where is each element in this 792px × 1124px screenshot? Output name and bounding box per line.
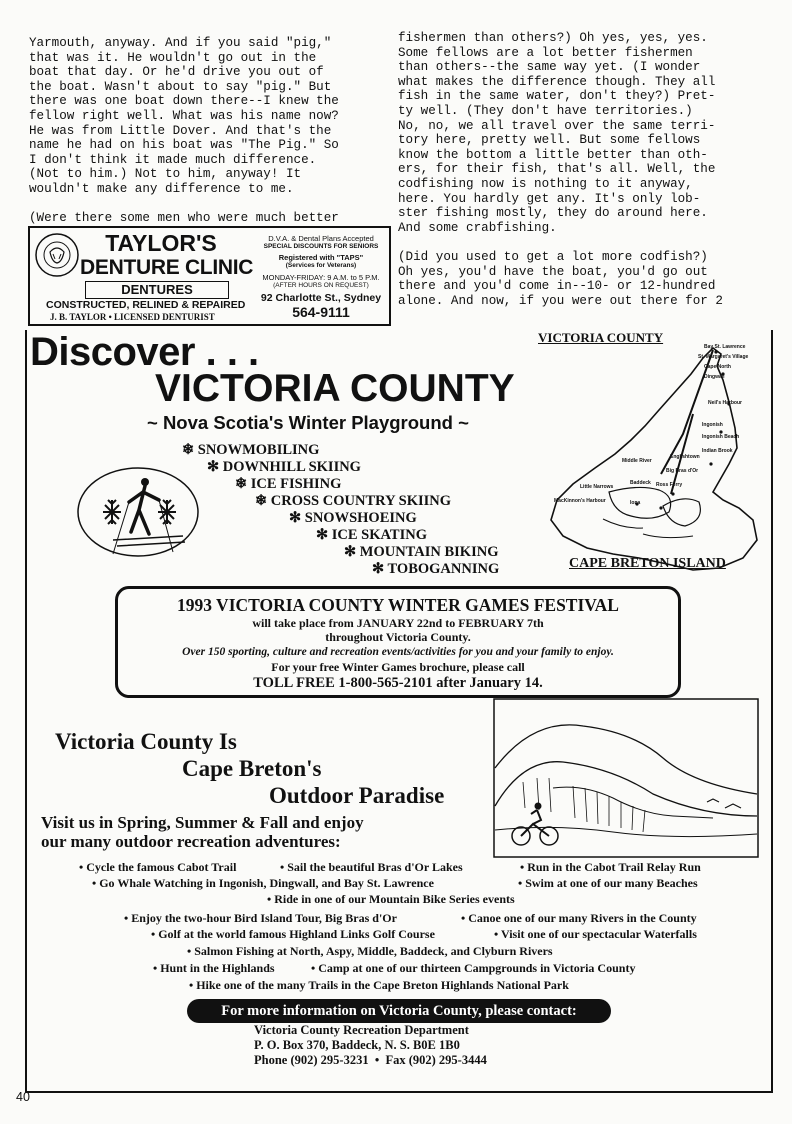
article-line: (Were there some men who were much better xyxy=(29,211,339,226)
activity-item: ✻ DOWNHILL SKIING xyxy=(207,459,361,475)
winter-games-festival-box xyxy=(115,586,681,698)
visit-line2: our many outdoor recreation adventures: xyxy=(41,832,341,851)
winter-playground-subtitle: ~ Nova Scotia's Winter Playground ~ xyxy=(147,412,469,433)
victoria-county-map xyxy=(543,344,771,574)
article-line: And some crabfishing. xyxy=(398,220,557,235)
activity-item: ❄ CROSS COUNTRY SKIING xyxy=(255,493,452,509)
article-line: name he had on his boat was "The Pig." So xyxy=(29,138,339,153)
adventure-item: • Enjoy the two-hour Bird Island Tour, Big Bras d'Or xyxy=(124,911,397,925)
denture-clinic-ad xyxy=(28,226,391,326)
cyclist-landscape-illustration xyxy=(493,698,759,858)
map-place-label: Ingonish Beach xyxy=(702,434,740,440)
map-place-label: Cape North xyxy=(704,364,731,370)
article-line: tory here, pretty well. But some fellows xyxy=(398,133,701,148)
map-place-label: St. Margaret's Village xyxy=(698,354,749,360)
adventure-item: • Swim at one of our many Beaches xyxy=(518,876,698,890)
map-place-label: Big Bras d'Or xyxy=(666,468,699,474)
article-line: know the bottom a little better than oth- xyxy=(398,147,708,162)
article-left-column xyxy=(29,36,374,226)
visit-line1: Visit us in Spring, Summer & Fall and enjoy xyxy=(41,813,364,832)
map-place-label: Ingonish xyxy=(702,422,723,428)
adventure-item: • Cycle the famous Cabot Trail xyxy=(79,860,237,874)
adventure-item: • Golf at the world famous Highland Links Golf Course xyxy=(151,927,435,941)
article-line: He was from Little Dover. And that's the xyxy=(29,123,332,138)
map-place-label: Ross Ferry xyxy=(656,482,683,488)
veterans-services: (Services for Veterans) xyxy=(285,262,357,269)
festival-phone: TOLL FREE 1-800-565-2101 after January 14. xyxy=(253,675,543,691)
map-place-label: Neil's Harbour xyxy=(708,400,742,406)
dentures-label: DENTURES xyxy=(85,281,229,299)
map-place-label: Indian Brook xyxy=(702,448,733,454)
contact-department: Victoria County Recreation Department xyxy=(254,1023,469,1037)
article-line: ers, for their fish, that's all. Well, the xyxy=(398,162,716,177)
adventure-item: • Canoe one of our many Rivers in the County xyxy=(461,911,697,925)
activity-item: ❄ ICE FISHING xyxy=(235,476,342,492)
map-title: VICTORIA COUNTY xyxy=(538,330,664,345)
article-line: ster fishing mostly, they do around here. xyxy=(398,206,708,221)
victoria-county-ad xyxy=(25,330,773,1093)
article-line: fellow right well. What was his name now? xyxy=(29,108,339,123)
article-line: that was it. He wouldn't go out in the xyxy=(29,50,317,65)
clinic-owner: J. B. TAYLOR • LICENSED DENTURIST xyxy=(50,312,215,322)
plans-accepted: D.V.A. & Dental Plans Accepted xyxy=(268,234,374,243)
skier-snowflake-emblem xyxy=(73,460,203,560)
article-line: fish in the same water, don't they?) Pret- xyxy=(398,89,716,104)
article-line: fishermen than others?) Oh yes, yes, yes. xyxy=(398,31,708,45)
adventure-item: • Camp at one of our thirteen Campgrounds in Victoria County xyxy=(311,961,636,975)
festival-dates: will take place from JANUARY 22nd to FEBRUARY 7th xyxy=(252,616,544,630)
article-line: alone. And now, if you were out there for 2 xyxy=(398,293,723,308)
contact-phone-fax: Phone (902) 295-3231 • Fax (902) 295-3444 xyxy=(254,1053,487,1067)
article-line: Some fellows are a lot better fishermen xyxy=(398,45,693,60)
article-line: wouldn't make any difference to me. xyxy=(29,181,294,196)
activity-item: ✻ SNOWSHOEING xyxy=(289,510,417,526)
article-line: ty well. (They don't have territories.) xyxy=(398,103,693,118)
clinic-hours: MONDAY-FRIDAY: 9 A.M. to 5 P.M. xyxy=(262,273,380,282)
clinic-phone: 564-9111 xyxy=(292,304,350,320)
article-line: No, no, we all travel over the same terri- xyxy=(398,118,716,133)
festival-brochure: For your free Winter Games brochure, please call xyxy=(271,660,525,674)
article-line: (Not to him.) Not to him, anyway! It xyxy=(29,167,302,182)
adventure-item: • Run in the Cabot Trail Relay Run xyxy=(520,860,701,874)
clinic-address: 92 Charlotte St., Sydney xyxy=(260,292,382,304)
activity-item: ✻ MOUNTAIN BIKING xyxy=(344,544,499,560)
adventure-item: • Go Whale Watching in Ingonish, Dingwall, and Bay St. Lawrence xyxy=(92,876,434,890)
article-line: the boat. Wasn't about to say "pig." But xyxy=(29,79,332,94)
festival-location: throughout Victoria County. xyxy=(325,630,471,644)
clinic-name-line2: DENTURE CLINIC xyxy=(80,256,254,279)
activity-item: ❄ SNOWMOBILING xyxy=(182,442,320,458)
clinic-info-block xyxy=(256,234,386,320)
contact-address: P. O. Box 370, Baddeck, N. S. B0E 1B0 xyxy=(254,1038,460,1052)
map-place-label: Little Narrows xyxy=(580,484,614,490)
clinic-services: CONSTRUCTED, RELINED & REPAIRED xyxy=(46,299,246,311)
article-line: what makes the difference though. They all xyxy=(398,74,716,89)
festival-events: Over 150 sporting, culture and recreation events/activities for you and your family to enjoy. xyxy=(182,646,614,658)
page-number: 40 xyxy=(16,1090,30,1104)
adventure-item: • Sail the beautiful Bras d'Or Lakes xyxy=(280,860,463,874)
adventure-item: • Ride in one of our Mountain Bike Series events xyxy=(267,892,515,906)
denturist-seal-icon xyxy=(34,232,80,278)
paradise-line1: Victoria County Is xyxy=(55,729,237,754)
article-line: there was one boat down there--I knew the xyxy=(29,94,339,109)
map-place-label: MacKinnon's Harbour xyxy=(554,498,606,504)
article-line: I don't think it made much difference. xyxy=(29,152,317,167)
article-line: boat that day. Or he'd drive you out of xyxy=(29,65,324,80)
after-hours: (AFTER HOURS ON REQUEST) xyxy=(273,282,369,289)
map-place-label: Englishtown xyxy=(670,454,700,460)
map-place-label: Baddeck xyxy=(630,480,651,486)
article-line xyxy=(398,235,758,250)
taps-registered: Registered with "TAPS" xyxy=(278,253,364,262)
clinic-name-line1: TAYLOR'S xyxy=(105,230,217,256)
senior-discounts: SPECIAL DISCOUNTS FOR SENIORS xyxy=(263,243,379,250)
adventure-item: • Salmon Fishing at North, Aspy, Middle, Baddeck, and Clyburn Rivers xyxy=(187,944,553,958)
adventure-item: • Hike one of the many Trails in the Cape Breton Highlands National Park xyxy=(189,978,569,992)
paradise-line3: Outdoor Paradise xyxy=(269,783,445,808)
contact-banner: For more information on Victoria County, please contact: xyxy=(187,999,611,1023)
cape-breton-label: CAPE BRETON ISLAND xyxy=(569,556,726,571)
article-right-column xyxy=(398,31,758,308)
article-line: codfishing now is nothing to it anyway, xyxy=(398,176,693,191)
activity-item: ✻ TOBOGANNING xyxy=(372,561,500,577)
adventure-item: • Visit one of our spectacular Waterfalls xyxy=(494,927,697,941)
adventure-item: • Hunt in the Highlands xyxy=(153,961,275,975)
county-title: VICTORIA COUNTY xyxy=(155,367,515,410)
article-line: there and you'd come in--10- or 12-hundred xyxy=(398,279,716,294)
festival-title: 1993 VICTORIA COUNTY WINTER GAMES FESTIVAL xyxy=(177,595,619,615)
article-line: than others--the same way yet. (I wonder xyxy=(398,60,701,75)
article-line xyxy=(29,197,374,212)
article-line: here. You hardly get any. It's only lob- xyxy=(398,191,701,206)
map-place-label: Iona xyxy=(630,500,641,506)
discover-heading: Discover . . . xyxy=(30,330,259,374)
map-place-label: Dingwall xyxy=(704,374,725,380)
map-place-label: Bay St. Lawrence xyxy=(704,344,746,350)
article-line: Oh yes, you'd have the boat, you'd go out xyxy=(398,264,708,279)
paradise-line2: Cape Breton's xyxy=(182,756,322,781)
article-line: (Did you used to get a lot more codfish?) xyxy=(398,249,708,264)
activity-item: ✻ ICE SKATING xyxy=(316,527,427,543)
map-place-label: Middle River xyxy=(622,458,652,464)
article-line: Yarmouth, anyway. And if you said "pig," xyxy=(29,36,332,50)
